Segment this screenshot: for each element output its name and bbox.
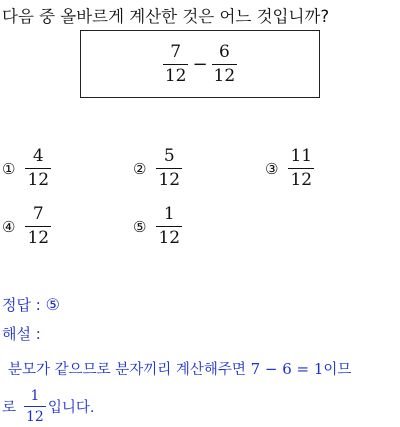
fraction-denominator: 12 [158,228,181,248]
fraction-denominator: 12 [164,65,187,86]
choice-fraction [156,148,182,189]
explanation-text: 분모가 같으므로 분자끼리 계산해주면 [8,362,246,378]
choice-fraction [25,148,51,189]
fraction-denominator: 12 [213,65,236,86]
choice-marker: ① [2,159,16,178]
fraction-denominator: 12 [26,409,44,425]
explanation-line-1 [8,358,351,379]
fraction-denominator: 12 [27,170,50,190]
explanation-math: 7 − 6 = 1 [250,360,324,378]
explanation-label: 해설 : [2,325,41,343]
choice-fraction [156,206,182,247]
answer-label: 정답 : [2,296,41,314]
expression [80,30,320,98]
fraction-numerator: 4 [32,146,44,166]
choice-marker: ④ [2,217,16,236]
fraction-denominator: 12 [158,170,181,190]
expression-left-fraction [163,41,189,86]
fraction-bar [25,168,51,169]
fraction-bar [212,64,238,65]
choice-marker: ⑤ [133,217,147,236]
explanation-line-2 [2,389,94,424]
fraction-bar [163,64,189,65]
answer-value: ⑤ [45,295,60,314]
question-text: 다음 중 올바르게 계산한 것은 어느 것입니까? [2,7,330,26]
fraction-numerator: 1 [163,204,175,224]
fraction-bar [156,168,182,169]
fraction-numerator: 6 [218,41,230,62]
fraction-numerator: 1 [30,388,40,404]
choice-4[interactable] [2,206,51,247]
expression-right-fraction [212,41,238,86]
fraction-numerator: 7 [32,204,44,224]
choice-1[interactable] [2,148,51,189]
fraction-bar [288,168,314,169]
explanation-tail: 이므 [323,362,352,378]
choice-marker: ② [133,159,147,178]
explanation-suffix: 입니다. [47,400,95,416]
fraction-numerator: 7 [170,41,182,62]
answer-line [2,294,60,315]
choice-fraction [25,206,51,247]
fraction-bar [25,226,51,227]
fraction-numerator: 11 [290,146,313,166]
fraction-bar [156,226,182,227]
explanation-prefix: 로 [2,400,17,416]
choice-3[interactable] [265,148,314,189]
minus-operator: − [192,53,208,75]
choice-marker: ③ [265,159,279,178]
fraction-bar [24,406,46,407]
explanation-fraction [24,389,46,424]
fraction-numerator: 5 [163,146,175,166]
choice-fraction [288,148,314,189]
choice-5[interactable] [133,206,182,247]
fraction-denominator: 12 [27,228,50,248]
choice-2[interactable] [133,148,182,189]
fraction-denominator: 12 [290,170,313,190]
